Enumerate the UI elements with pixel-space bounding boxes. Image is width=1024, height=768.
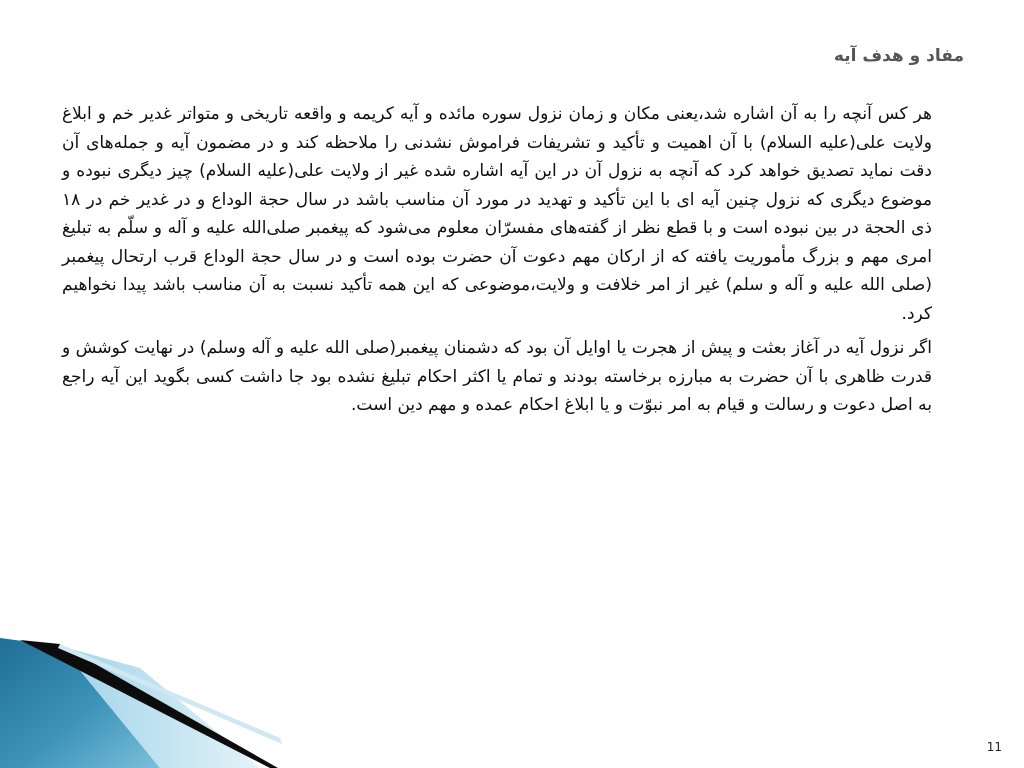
slide-decoration — [0, 628, 1024, 768]
body-paragraph-2: اگر نزول آیه در آغاز بعثت و پیش از هجرت یا اوایل آن بود که دشمنان پیغمبر(صلی الله علیه و آله وسلم) در نهایت کوشش و قدرت ظاهری با آن حضرت به مبارزه برخاسته بودند و تمام یا اکثر احکام تبلیغ نشده بود جا داشت کسی بگوید این آیه راجع به اصل دعوت و رسالت و قیام به امر نبوّت و یا ابلاغ احکام عمده و مهم دین است. — [62, 338, 932, 415]
decor-light-band — [60, 646, 260, 768]
slide-body — [62, 100, 932, 426]
decor-blue-wedge — [0, 638, 160, 768]
body-paragraph-1: هر کس آنچه را به آن اشاره شد،یعنی مکان و زمان نزول سوره مائده و آیه کریمه و واقعه تاریخی و متواتر غدیر خم و ابلاغ ولایت علی(علیه السلام) با آن اهمیت و تأکید و تشریفات فراموش نشدنی را ملاحظه کند و در مضمون آیه و جمله‌های آن دقت نماید تصدیق خواهد کرد که آنچه به نزول آن در این آیه اشاره شده غیر از ولایت علی(علیه السلام) چیز دیگری نبوده و موضوع دیگری که نزول چنین آیه ای با این تأکید و تهدید در مورد آن مناسب باشد در سال حجة الوداع و در غدیر خم در ۱۸ ذی الحجة در بین نبوده است و با قطع نظر از گفته‌های مفسرّان معلوم می‌شود که پیغمبر صلی‌الله علیه و آله و سلّم به تبلیغ امری مهم و بزرگ مأموریت یافته که از ارکان مهم دعوت آن حضرت بوده است و در سال حجة الوداع قرب ارتحال پیغمبر (صلی الله علیه و آله و سلم) غیر از امر خلافت و ولایت،موضوعی که این همه تأکید نسبت به آن مناسب باشد پیدا نخواهیم کرد. — [62, 104, 932, 324]
page-number: 11 — [986, 740, 1002, 754]
slide-title: مفاد و هدف آیه — [833, 46, 964, 66]
decor-light-stroke — [58, 644, 282, 744]
decor-dark-stroke — [20, 640, 278, 768]
